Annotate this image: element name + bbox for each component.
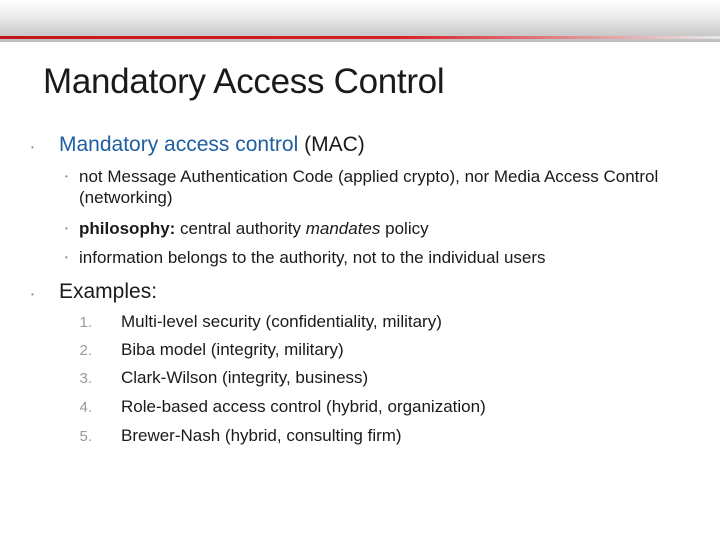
sub-bullet-3: information belongs to the authority, not to the individual users xyxy=(79,248,546,267)
list-number: 3. xyxy=(79,370,92,387)
philosophy-text: central authority xyxy=(175,219,306,238)
list-number: 5. xyxy=(79,428,92,445)
bullet-dot: • xyxy=(31,143,34,152)
bullet-examples: Examples: xyxy=(59,280,158,303)
list-number: 2. xyxy=(79,342,92,359)
bullet-dot: • xyxy=(65,224,68,233)
sub-bullet-1: not Message Authentication Code (applied crypto), nor Media Access Control (networking) xyxy=(79,167,659,207)
slide-title: Mandatory Access Control xyxy=(43,62,445,101)
list-item: Clark-Wilson (integrity, business) xyxy=(121,368,369,387)
list-item: Role-based access control (hybrid, organization) xyxy=(121,397,486,416)
list-number: 4. xyxy=(79,399,92,416)
sub-bullet-2 xyxy=(79,218,429,239)
bullet-mac xyxy=(59,133,365,157)
list-number: 1. xyxy=(79,314,92,331)
bullet-dot: • xyxy=(65,172,68,181)
mac-rest: (MAC) xyxy=(298,133,365,156)
bullet-dot: • xyxy=(31,290,34,299)
mac-highlight: Mandatory access control xyxy=(59,133,299,156)
mandates-emphasis: mandates xyxy=(305,219,381,238)
philosophy-text-end: policy xyxy=(380,219,429,238)
list-item: Brewer-Nash (hybrid, consulting firm) xyxy=(121,426,402,445)
accent-line xyxy=(0,36,720,39)
bullet-dot: • xyxy=(65,253,68,262)
philosophy-label: philosophy: xyxy=(79,219,176,238)
list-item: Biba model (integrity, military) xyxy=(121,340,344,359)
list-item: Multi-level security (confidentiality, military) xyxy=(121,312,442,331)
